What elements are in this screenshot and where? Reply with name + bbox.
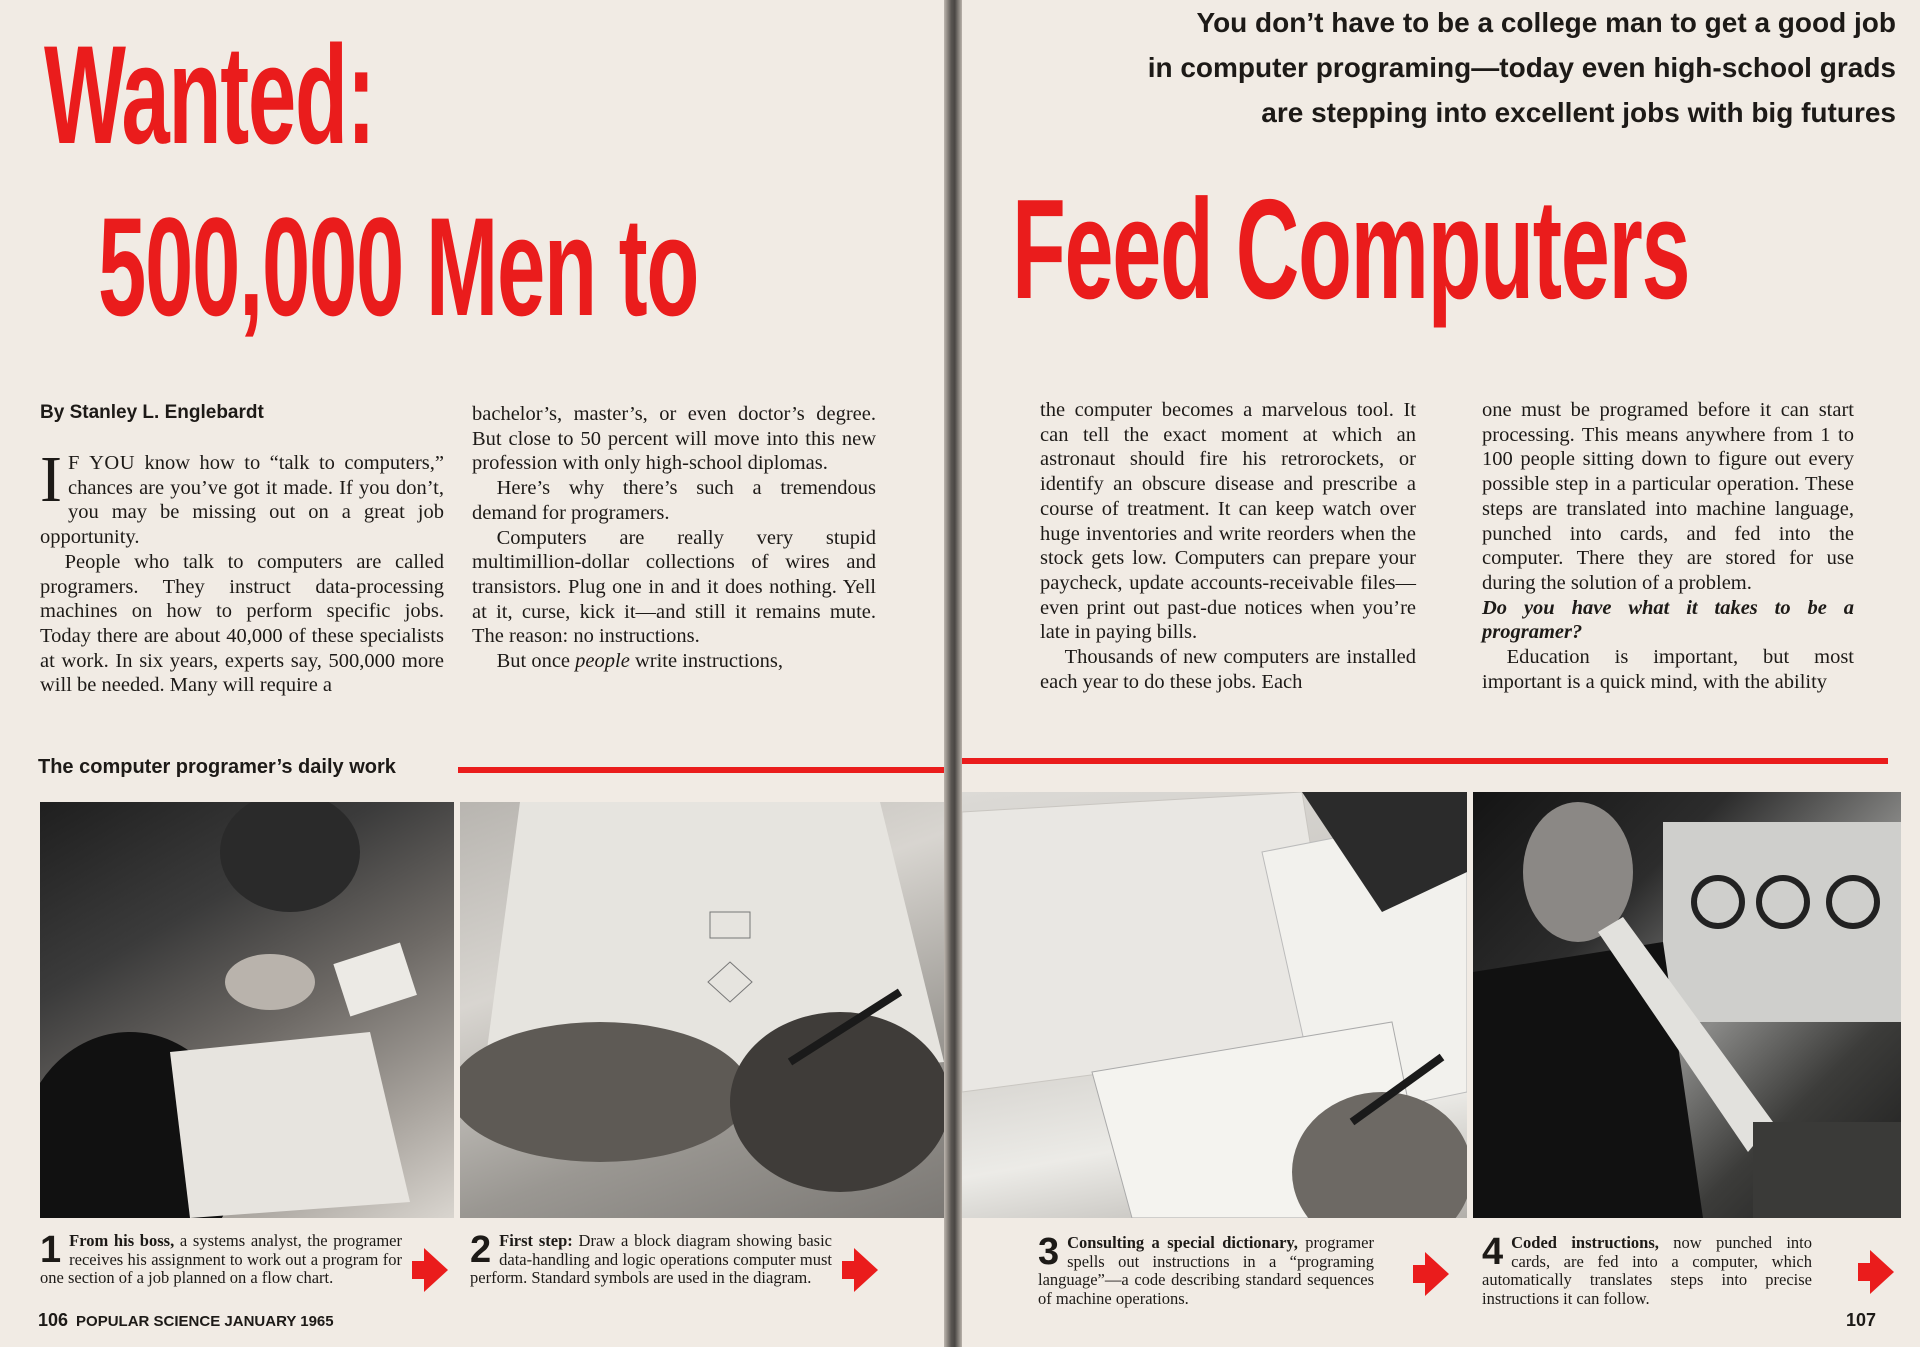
caption-4-number: 4 — [1482, 1231, 1504, 1273]
photo-2-drawing — [460, 802, 944, 1218]
arrow-right-icon — [854, 1248, 878, 1292]
page-gutter — [944, 0, 962, 1347]
paragraph-6: Thousands of new computers are installed each year to do these jobs. Each — [1040, 646, 1416, 693]
paragraph-2: People who talk to computers are called programers. They instruct data-processing machines on how to perform specific jobs. Today there are about 40,000 of these specialists at work. In six years, experts say, 500,000 more will be needed. Many will require a — [40, 550, 444, 697]
headline-line-3: Feed Computers — [1012, 170, 1690, 329]
photo-4-card-reader — [1753, 1122, 1901, 1218]
subhead: Do you have what it takes to be a programer? — [1482, 596, 1854, 644]
paragraph-5-end: write instructions, — [629, 650, 783, 673]
caption-4-text: now punched into cards, are fed into a computer, which automatically translates steps into precise instructions it can follow. — [1482, 1233, 1812, 1308]
paragraph-3: Here’s why there’s such a tremendous demand for programers. — [472, 477, 876, 524]
drop-cap: I — [40, 443, 62, 516]
arrow-right-icon — [424, 1248, 448, 1292]
red-rule-left — [458, 767, 944, 773]
photo-computer-room — [1473, 792, 1901, 1218]
photo-1-card — [333, 943, 417, 1017]
byline: By Stanley L. Englebardt — [40, 402, 264, 423]
photo-1-drawing — [40, 802, 454, 1218]
caption-1-lead: From his boss, — [69, 1231, 175, 1250]
paragraph-1 — [40, 443, 444, 550]
arrow-right-icon — [1870, 1250, 1894, 1294]
photo-dictionary — [962, 792, 1467, 1218]
photo-1-head-shape — [220, 802, 360, 912]
caption-2-number: 2 — [470, 1229, 492, 1271]
photo-1-chart-paper — [170, 1032, 410, 1218]
caption-1-number: 1 — [40, 1229, 62, 1271]
paragraph-6-continued: one must be programed before it can start processing. This means anywhere from 1 to 100 people sitting down to figure out every possible step in a particular operation. These steps are translated into machine language, punched into cards, and fed into the computer. There they are stored for use during the solution of a problem. — [1482, 399, 1854, 594]
deck-line-3: are stepping into excellent jobs with big futures — [1261, 97, 1896, 128]
deck-line-2: in computer programing—today even high-school grads — [1147, 52, 1896, 83]
caption-2 — [470, 1229, 832, 1288]
photo-boss-assignment — [40, 802, 454, 1218]
body-column-1 — [40, 443, 444, 698]
paragraph-5-continued: the computer becomes a marvelous tool. It can tell the exact moment at which an astronaut should fire his retrorockets, or identify an obscure disease and prescribe a course of treatment. It can keep watch over huge inventories and write reorders when the stock gets low. Computers can prepare your paycheck, update accounts-receivable files—even print out past-due notices when you’re late in paying bills. — [1040, 399, 1416, 644]
body-column-2 — [472, 402, 876, 674]
caption-4-lead: Coded instructions, — [1511, 1233, 1659, 1252]
paragraph-7: Education is important, but most important is a quick mind, with the ability — [1482, 646, 1854, 693]
caption-3-number: 3 — [1038, 1231, 1060, 1273]
paragraph-4: Computers are really very stupid multimillion-dollar collections of wires and transistors. Plug one in and it does nothing. Yell at it, curse, kick it—and still it remains mute. The reason: no instructions. — [472, 526, 876, 648]
section-title: The computer programer’s daily work — [38, 756, 408, 779]
caption-3-lead: Consulting a special dictionary, — [1067, 1233, 1298, 1252]
body-column-4 — [1482, 398, 1854, 694]
arrow-right-icon — [1425, 1252, 1449, 1296]
photo-block-diagram — [460, 802, 944, 1218]
folio-left — [38, 1310, 334, 1331]
paragraph-2-continued: bachelor’s, master’s, or even doctor’s degree. But close to 50 percent will move into this new profession with only high-school diplomas. — [472, 403, 876, 475]
caption-1-text: a systems analyst, the programer receives his assignment to work out a program for one section of a job planned on a flow chart. — [40, 1231, 402, 1287]
headline-line-1: Wanted: — [44, 16, 375, 173]
paragraph-5 — [472, 649, 876, 674]
deck — [1016, 0, 1896, 135]
photo-1-hand — [225, 954, 315, 1010]
caption-2-lead: First step: — [499, 1231, 573, 1250]
photo-2-hand-left — [460, 1022, 750, 1162]
body-column-3 — [1040, 398, 1416, 694]
deck-line-1: You don’t have to be a college man to get a good job — [1196, 7, 1896, 38]
caption-3-text: programer spells out instructions in a “programing language”—a code describing standard sequences of machine operations. — [1038, 1233, 1374, 1308]
caption-2-text: Draw a block diagram showing basic data-handling and logic operations computer must perform. Standard symbols are used in the diagram. — [470, 1231, 832, 1287]
folio-publication: POPULAR SCIENCE JANUARY 1965 — [76, 1313, 334, 1330]
paragraph-5-start: But once — [496, 650, 576, 673]
caption-4 — [1482, 1231, 1812, 1308]
left-page — [0, 0, 944, 1347]
page-number-right: 107 — [1845, 1310, 1876, 1330]
red-rule-right — [962, 758, 1888, 764]
page-number-left: 106 — [38, 1310, 69, 1330]
caption-1 — [40, 1229, 402, 1288]
headline-line-2: 500,000 Men to — [98, 188, 699, 345]
photo-4-drawing — [1473, 792, 1901, 1218]
right-page — [962, 0, 1920, 1347]
paragraph-1-text: know how to “talk to computers,” chances are you’ve got it made. If you don’t, you may be missing out on a great job opportunity. — [40, 452, 444, 549]
caption-3 — [1038, 1231, 1374, 1308]
emphasis-people: people — [575, 650, 630, 673]
photo-2-hand-right — [730, 1012, 944, 1192]
photo-3-drawing — [962, 792, 1467, 1218]
opening-caps: F YOU — [67, 452, 136, 474]
